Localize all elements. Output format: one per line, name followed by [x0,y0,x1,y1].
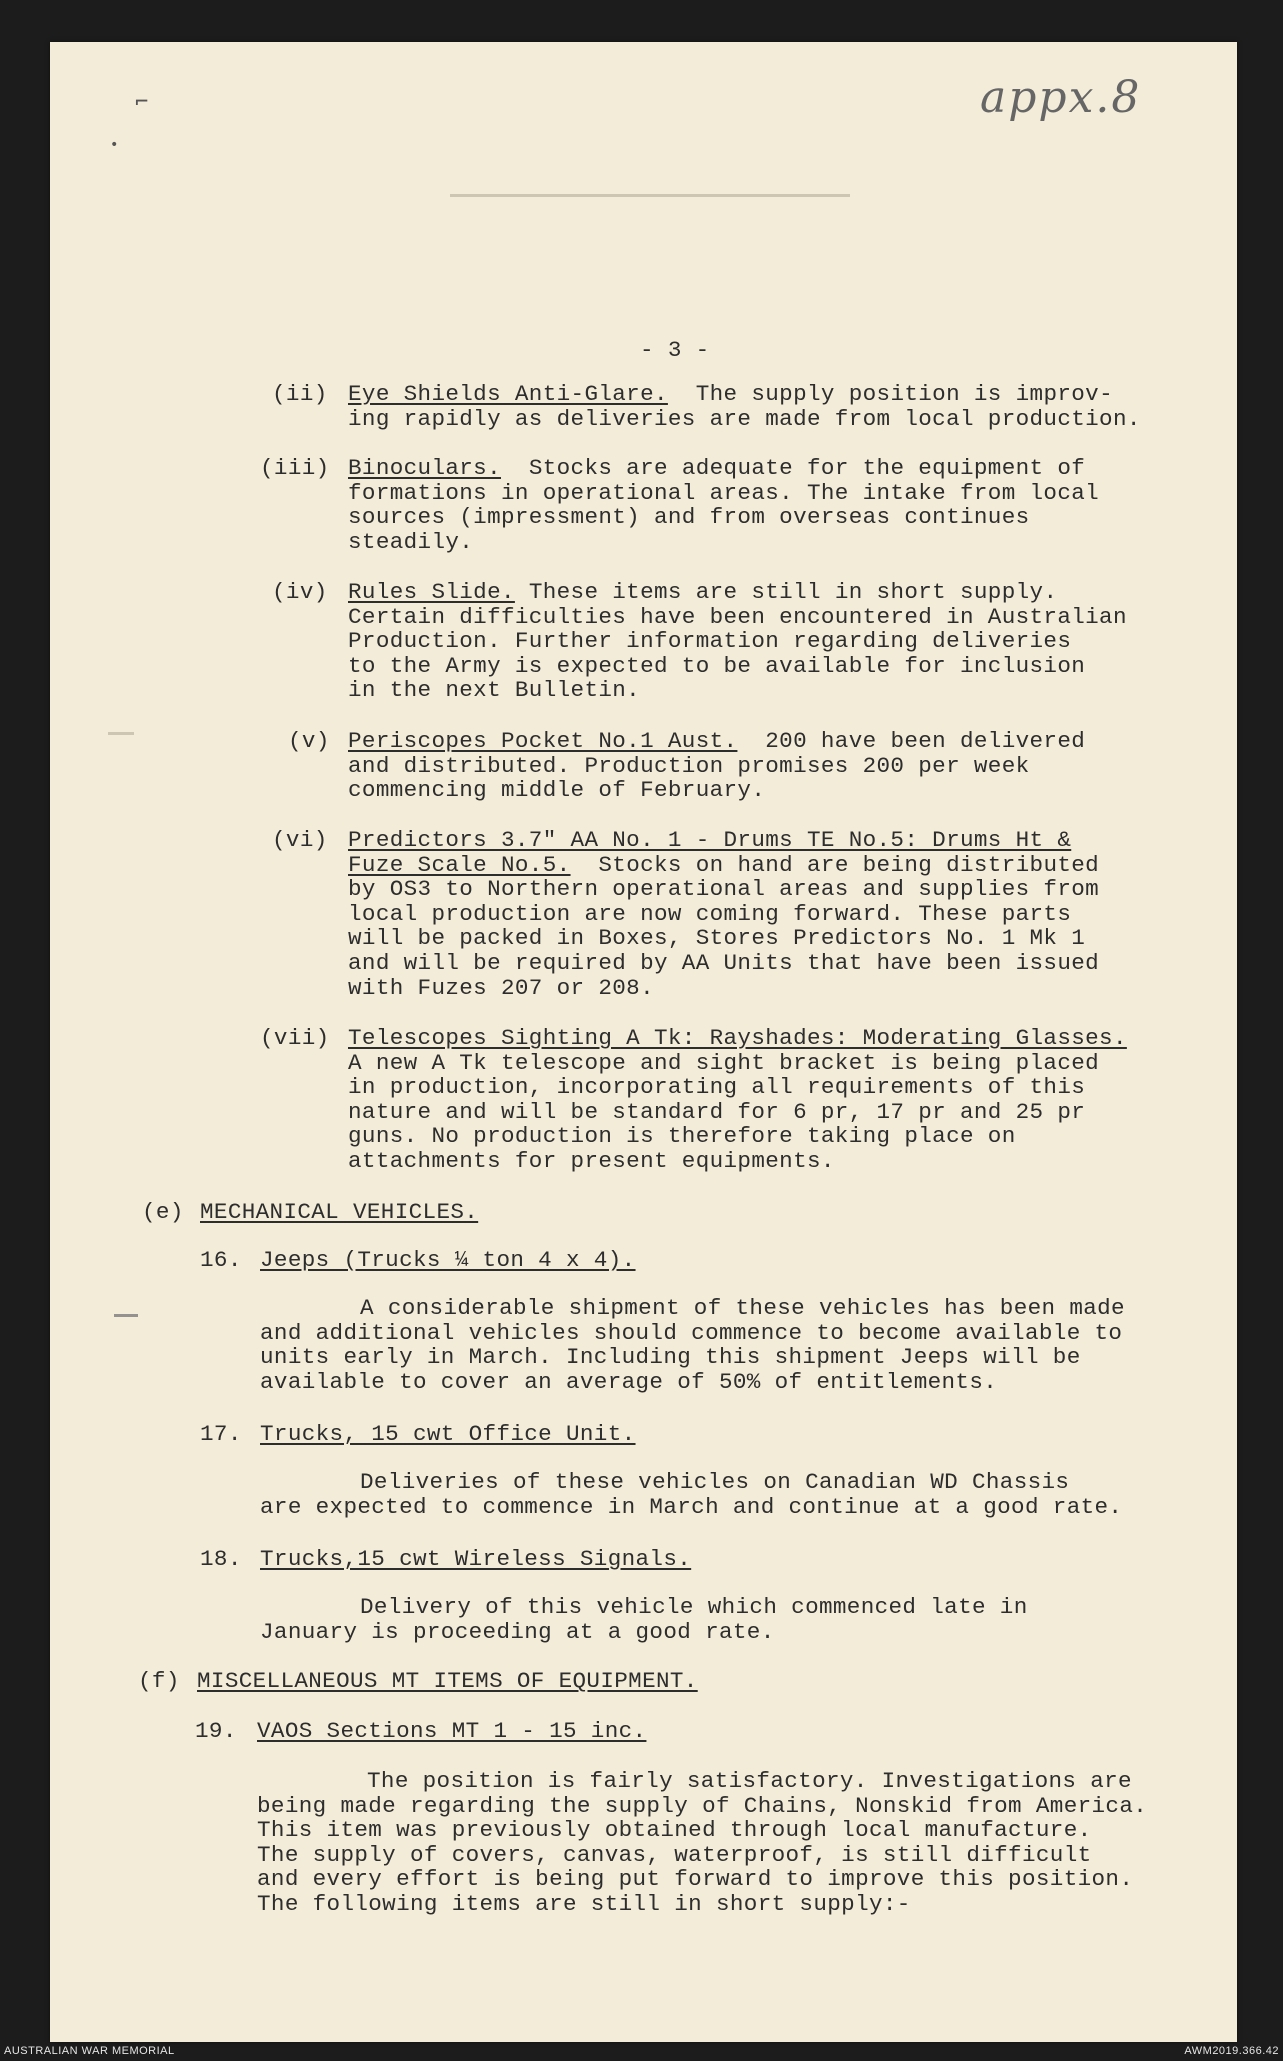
item-title: Binoculars. [348,455,501,481]
item-title: Telescopes Sighting A Tk: Rayshades: Moderating Glasses. [348,1025,1127,1051]
footer-credit: AUSTRALIAN WAR MEMORIAL [4,2045,175,2057]
paragraph-title: Trucks,15 cwt Wireless Signals. [260,1546,692,1572]
paragraph-body: Deliveries of these vehicles on Canadian WD Chassis are expected to commence in March and continue at a good rate. [260,1469,1123,1520]
item-title: Periscopes Pocket No.1 Aust. [348,728,738,754]
item-body: Rules Slide. These items are still in short supply. Certain difficulties have been encountered in Australian Production. Further information regarding deliveries to the Army is expected to be available for inclusion in the next Bulletin. [348,579,1127,704]
paragraph-title: VAOS Sections MT 1 - 15 inc. [257,1718,647,1744]
paragraph-body: Delivery of this vehicle which commenced late in January is proceeding at a good rate. [260,1594,1028,1645]
item-title: Eye Shields Anti-Glare. [348,381,668,407]
paragraph-number: 16. [200,1247,242,1273]
item-number: (iv) [272,579,328,605]
section-label: (f) [138,1668,180,1694]
item-title: Predictors 3.7" AA No. 1 - Drums TE No.5: Drums Ht & [348,827,1072,853]
item-number: (vi) [272,827,328,853]
item-body: Telescopes Sighting A Tk: Rayshades: Moderating Glasses. A new A Tk telescope and sight bracket is being placed in production, incorporating all requirements of this nature and will be standard for 6 pr, 17 pr and 25 pr guns. No production is therefore taking place on attachments for present equipments. [348,1025,1127,1174]
hole-punch-mark [108,732,134,735]
faded-text-smudge [450,194,850,197]
section-label: (e) [142,1199,184,1225]
paragraph-number: 17. [200,1421,242,1447]
item-number: (v) [288,728,330,754]
paragraph-title: Jeeps (Trucks ¼ ton 4 x 4). [260,1247,636,1273]
item-title: Rules Slide. [348,579,515,605]
document-page [50,42,1237,2042]
paragraph-title: Trucks, 15 cwt Office Unit. [260,1421,636,1447]
ink-dot: • [110,137,119,153]
paragraph-number: 18. [200,1546,242,1572]
item-body: Predictors 3.7" AA No. 1 - Drums TE No.5: Drums Ht & Fuze Scale No.5. Stocks on hand are being distributed by OS3 to Northern operational areas and supplies from local production are now coming forward. These parts will be packed in Boxes, Stores Predictors No. 1 Mk 1 and will be required by AA Units that have been issued with Fuzes 207 or 208. [348,827,1100,1001]
item-number: (iii) [260,455,330,481]
paragraph-number: 19. [195,1718,237,1744]
item-body: Periscopes Pocket No.1 Aust. 200 have been delivered and distributed. Production promises 200 per week commencing middle of February. [348,728,1086,804]
section-heading: MISCELLANEOUS MT ITEMS OF EQUIPMENT. [197,1668,698,1694]
item-number: (ii) [272,381,328,407]
handwritten-annotation: appx.8 [980,72,1142,123]
footer-reference: AWM2019.366.42 [1184,2045,1279,2057]
paragraph-body: A considerable shipment of these vehicles has been made and additional vehicles should commence to become available to units early in March. Including this shipment Jeeps will be available to cover an average of 50% of entitlements. [260,1295,1125,1395]
pencil-mark: ⌐ [135,90,149,115]
hole-punch-mark [114,1314,138,1317]
section-heading: MECHANICAL VEHICLES. [200,1199,479,1225]
page-number: - 3 - [640,337,710,363]
item-body: Binoculars. Stocks are adequate for the equipment of formations in operational areas. The intake from local sources (impressment) and from overseas continues steadily. [348,455,1100,555]
paragraph-body: The position is fairly satisfactory. Investigations are being made regarding the supply of Chains, Nonskid from America. This item was previously obtained through local manufacture. The supply of covers, canvas, waterproof, is still difficult and every effort is being put forward to improve this position. The following items are still in short supply:- [257,1768,1148,1917]
item-body: Eye Shields Anti-Glare. The supply position is improv- ing rapidly as deliveries are made from local production. [348,381,1141,432]
item-number: (vii) [260,1025,330,1051]
